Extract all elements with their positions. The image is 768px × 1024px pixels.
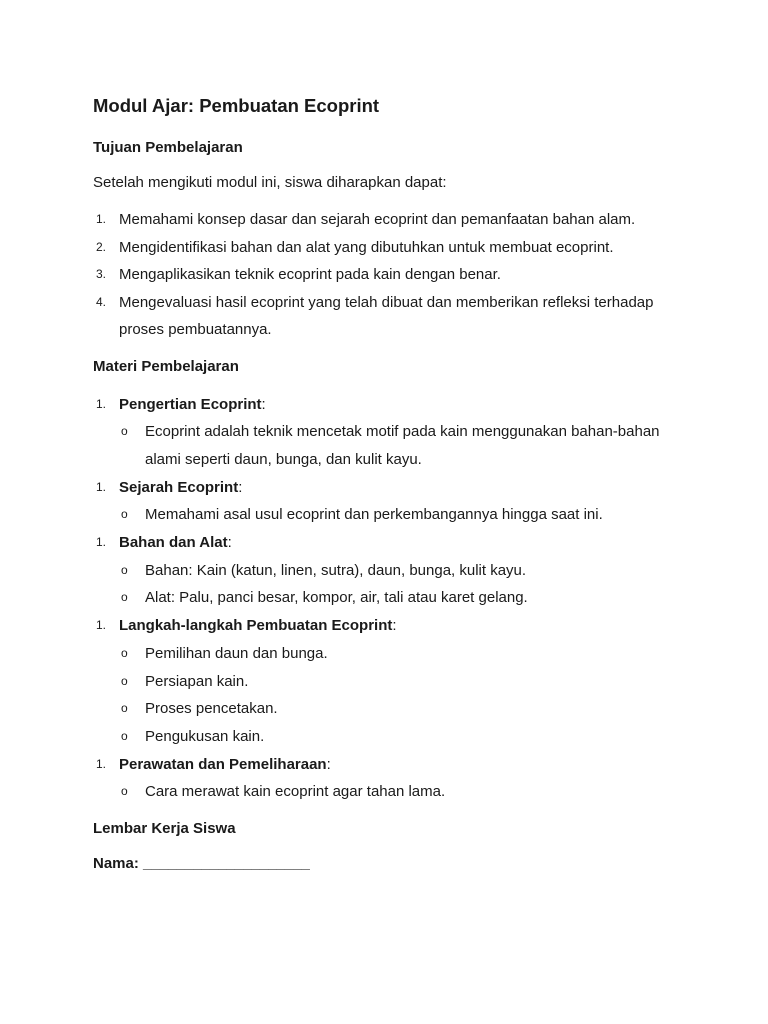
- nama-label: Nama:: [93, 855, 139, 873]
- materi-item-langkah: [93, 612, 683, 751]
- bullet-marker: o: [121, 507, 128, 522]
- materi-item-pengertian: [93, 391, 683, 474]
- materi-list: [93, 391, 683, 807]
- sub-list-item: [119, 584, 683, 612]
- sub-item-text: Bahan: Kain (katun, linen, sutra), daun, bunga, kulit kayu.: [145, 561, 527, 579]
- materi-item-perawatan: [93, 751, 683, 806]
- list-item: [93, 206, 683, 234]
- sub-item-text: Persiapan kain.: [145, 672, 249, 690]
- title-colon: :: [392, 617, 397, 635]
- sub-list: [119, 640, 683, 751]
- sub-list-item: [119, 778, 683, 806]
- list-item-text: Mengevaluasi hasil ecoprint yang telah dibuat dan memberikan refleksi terhadap proses pembuatannya.: [119, 293, 654, 338]
- bullet-marker: o: [121, 645, 128, 660]
- sub-item-text: Pengukusan kain.: [145, 727, 265, 745]
- list-number: 3.: [96, 267, 107, 281]
- bullet-marker: o: [121, 673, 128, 688]
- document-content: [93, 94, 683, 875]
- section-heading-tujuan: Tujuan Pembelajaran: [93, 139, 243, 156]
- sub-item-text: Cara merawat kain ecoprint agar tahan lama.: [145, 783, 446, 801]
- title-colon: :: [227, 534, 232, 552]
- bullet-marker: o: [121, 562, 128, 577]
- list-number: 1.: [96, 479, 107, 494]
- title-colon: :: [238, 478, 243, 496]
- sub-list-item: [119, 668, 683, 696]
- sub-item-text: Alat: Palu, panci besar, kompor, air, tali atau karet gelang.: [145, 589, 528, 607]
- materi-item-title: Pengertian Ecoprint: [119, 395, 262, 413]
- sub-list-item: [119, 640, 683, 668]
- list-number: 1.: [96, 756, 107, 771]
- materi-item-bahan-alat: [93, 529, 683, 612]
- bullet-marker: o: [121, 590, 128, 605]
- list-number: 1.: [96, 212, 107, 226]
- nama-blank-line: ____________________: [143, 855, 310, 873]
- bullet-marker: o: [121, 784, 128, 799]
- sub-list-item: [119, 723, 683, 751]
- list-item: [93, 234, 683, 262]
- title-colon: :: [261, 395, 266, 413]
- sub-list-item: [119, 557, 683, 585]
- bullet-marker: o: [121, 728, 128, 743]
- sub-item-text: Pemilihan daun dan bunga.: [145, 644, 328, 662]
- nama-field: [93, 853, 683, 875]
- title-colon: :: [326, 755, 331, 773]
- tujuan-list: [93, 206, 683, 344]
- list-number: 4.: [96, 294, 107, 309]
- materi-item-sejarah: [93, 474, 683, 529]
- sub-list: [119, 418, 683, 473]
- sub-list: [119, 778, 683, 806]
- list-item-text: Mengidentifikasi bahan dan alat yang dibutuhkan untuk membuat ecoprint.: [119, 238, 614, 256]
- list-number: 1.: [96, 396, 107, 411]
- list-item: [93, 261, 683, 289]
- sub-item-text: Memahami asal usul ecoprint dan perkembangannya hingga saat ini.: [145, 506, 603, 524]
- sub-list-item: [119, 695, 683, 723]
- materi-item-title: Bahan dan Alat: [119, 534, 228, 552]
- sub-list: [119, 501, 683, 529]
- materi-item-title: Sejarah Ecoprint: [119, 478, 239, 496]
- tujuan-intro: Setelah mengikuti modul ini, siswa diharapkan dapat:: [93, 174, 447, 191]
- sub-item-text: Ecoprint adalah teknik mencetak motif pada kain menggunakan bahan-bahan alami seperti daun, bunga, dan kulit kayu.: [145, 423, 660, 468]
- list-item: [93, 289, 683, 344]
- list-number: 2.: [96, 239, 107, 254]
- sub-list-item: [119, 418, 683, 473]
- materi-item-title: Langkah-langkah Pembuatan Ecoprint: [119, 617, 393, 635]
- materi-item-title: Perawatan dan Pemeliharaan: [119, 755, 327, 773]
- list-number: 1.: [96, 535, 107, 550]
- sub-list-item: [119, 501, 683, 529]
- list-number: 1.: [96, 618, 107, 633]
- section-heading-materi: Materi Pembelajaran: [93, 357, 239, 375]
- document-title: Modul Ajar: Pembuatan Ecoprint: [93, 95, 380, 116]
- section-heading-lembar: Lembar Kerja Siswa: [93, 820, 236, 838]
- list-item-text: Memahami konsep dasar dan sejarah ecoprint dan pemanfaatan bahan alam.: [119, 211, 636, 228]
- bullet-marker: o: [121, 701, 128, 716]
- list-item-text: Mengaplikasikan teknik ecoprint pada kain dengan benar.: [119, 266, 501, 283]
- sub-item-text: Proses pencetakan.: [145, 700, 278, 718]
- sub-list: [119, 557, 683, 612]
- bullet-marker: o: [121, 424, 128, 439]
